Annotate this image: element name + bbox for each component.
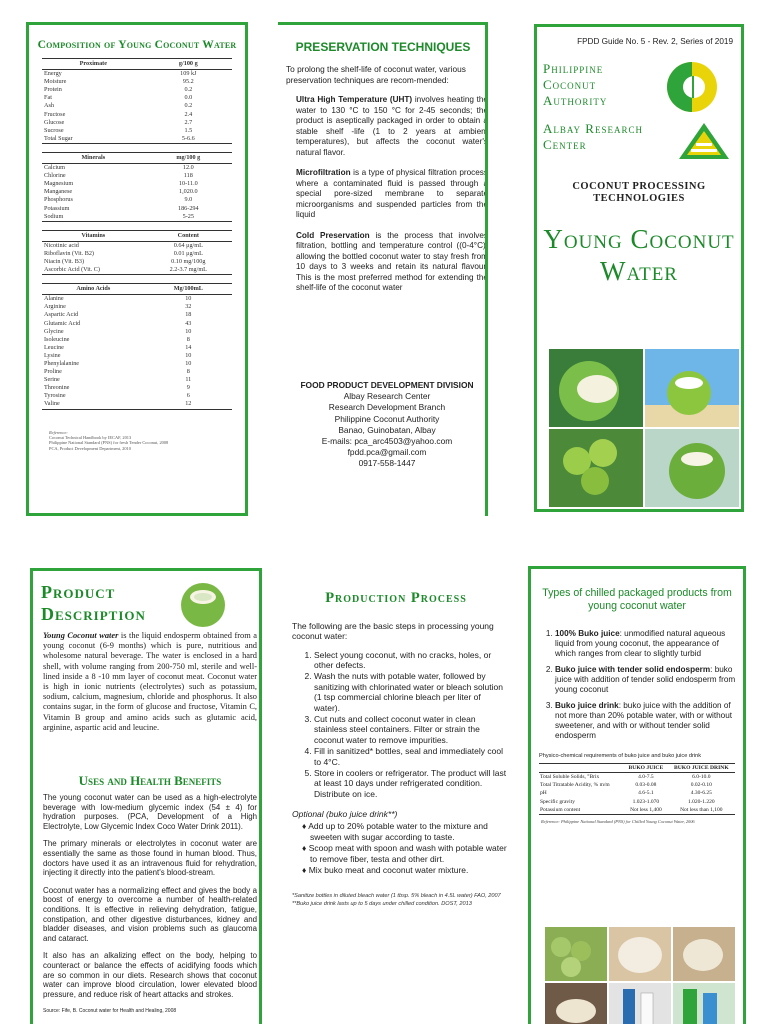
- vitamins-header: Vitamins: [42, 230, 145, 241]
- row-label: Calcium: [44, 164, 65, 172]
- arc-logo-icon: [677, 121, 731, 161]
- product-types-list: [555, 629, 737, 741]
- row-label: Leucine: [44, 343, 64, 351]
- row-value: 118: [183, 172, 193, 180]
- amino-unit: Mg/100mL: [145, 284, 232, 295]
- row-label: Phenylalanine: [44, 360, 80, 367]
- product-description-title: Product Description: [41, 582, 146, 624]
- product-type-text: : unmodified natural aqueous liquid from young coconut, the appearance of which ranges from clear to slightly turbid: [555, 629, 726, 658]
- contact-email[interactable]: E-mails: pca_arc4503@yahoo.com: [321, 436, 453, 447]
- series-subtitle: COCONUT PROCESSING TECHNOLOGIES: [572, 181, 706, 204]
- amino-table: [42, 283, 232, 409]
- table-row: [539, 798, 735, 806]
- table-row: [42, 119, 232, 127]
- row-label: Ascorbic Acid (Vit. C): [42, 266, 145, 275]
- product-types-title: Types of chilled packaged products from young coconut water: [542, 587, 732, 612]
- process-step: 4. Fill in sanitized* bottles, seal and immediately cool to 4°C.: [314, 746, 508, 767]
- row-value: 9: [186, 384, 190, 392]
- optional-step-text: Add up to 20% potable water to the mixture and sweeten with sugar according to taste.: [308, 821, 488, 842]
- org-name-arc: Albay Research Center: [543, 121, 643, 152]
- product-types-panel: [528, 566, 746, 1024]
- product-type: [555, 629, 737, 659]
- optional-step-text: Scoop meat with spoon and wash with potable water to remove fiber, testa and other dirt.: [308, 843, 507, 864]
- optional-step-text: Mix buko meat and coconut water mixture.: [308, 864, 469, 875]
- row-value: 6: [186, 392, 190, 400]
- row-value: 12: [145, 400, 232, 409]
- row-label: Serine: [44, 376, 60, 384]
- ref-line: PCA, Product Development Department, 2010: [49, 445, 131, 451]
- optional-heading: Optional (buko juice drink**): [292, 809, 398, 820]
- process-step: 5. Store in coolers or refrigerator. The product will last at least 10 days under refrigerated condition. Distribute on ice.: [314, 768, 508, 799]
- row-label: Magnesium: [44, 180, 74, 188]
- table-row: [42, 102, 232, 110]
- row-value: 12.0: [182, 164, 194, 172]
- row-label: Arginine: [44, 303, 66, 311]
- row-value: 0.64 μg/mL: [173, 241, 203, 249]
- guide-number: FPDD Guide No. 5 - Rev. 2, Series of 2019: [577, 37, 733, 46]
- contact-line: Banao, Guinobatan, Albay: [338, 424, 436, 435]
- technique-text: is a type of physical filtration process where a contaminated fluid is passed through a special pore-sized membrane to separate microorganisms and suspended particles from the liquid: [296, 168, 488, 219]
- row-label: Manganese: [44, 188, 73, 196]
- benefit-source: Source: Fife, B. Coconut water for Health and Healing, 2008: [43, 1008, 177, 1015]
- row-label: Fructose: [44, 110, 66, 118]
- row-value: 6.0-10.0: [692, 774, 711, 780]
- row-value: 1.5: [184, 126, 193, 134]
- production-intro: The following are the basic steps in processing young coconut water:: [292, 621, 494, 642]
- process-steps: [314, 650, 508, 800]
- table-row: [42, 352, 232, 360]
- process-note: **Buko juice drink lasts up to 5 days under chilled condition. DOST, 2013: [292, 900, 472, 907]
- product-type-text: : buko juice with addition of tender solid endosperm from young coconut: [555, 665, 736, 694]
- row-value: 10: [185, 327, 192, 335]
- preservation-intro: To prolong the shelf-life of coconut water, various preservation techniques are recom-mended:: [286, 64, 466, 85]
- optional-step: ♦ Add up to 20% potable water to the mixture and sweeten with sugar according to taste.: [302, 821, 488, 842]
- requirements-reference: Reference: Philippine National Standard (PNS) for Chilled Young Coconut Water, 2006: [541, 819, 695, 825]
- req-header: [539, 764, 624, 773]
- process-note: *Sanitize bottles in diluted bleach water (1 tbsp. 5% bleach in 4.5L water) FAO, 2007: [292, 893, 501, 900]
- row-label: Riboflavin (Vit. B2): [44, 249, 94, 257]
- minerals-unit: mg/100 g: [145, 152, 232, 163]
- composition-table: [42, 58, 232, 144]
- row-label: Proline: [44, 368, 62, 376]
- row-label: Lysine: [44, 351, 61, 359]
- benefit-paragraph: The young coconut water can be used as a high-electrolyte beverage with low-medium glycemic index (54 ± 4) for hydration purposes. (PCA, Development of a High Electrolyte, Low Glycemic Index Coco Water Drink 2011).: [43, 793, 257, 831]
- table-row: [42, 172, 232, 180]
- contact-phone: 0917-558-1447: [358, 458, 416, 469]
- row-value: 0.03-0.08: [635, 782, 657, 789]
- optional-steps: [302, 821, 508, 875]
- row-value: 0.02-0.10: [690, 782, 712, 789]
- table-row: [42, 360, 232, 368]
- table-row: [42, 180, 232, 188]
- row-label: Aspartic Acid: [44, 311, 79, 319]
- row-value: Not less than 1,100: [668, 806, 735, 815]
- row-value: 32: [185, 303, 192, 311]
- optional-step: ♦ Mix buko meat and coconut water mixture.: [302, 864, 469, 875]
- benefit-paragraph: It also has an alkalizing effect on the body, helping to counteract or balance the effects of acidifying foods which are so common in our diets. Research shows that coconut water can improve blood circulation, lower elevated blood pressure, and reduce risk of heart attacks and strokes.: [43, 951, 257, 999]
- row-label: Moisture: [44, 78, 67, 86]
- row-label: Energy: [44, 70, 62, 78]
- table-row: [42, 336, 232, 344]
- row-value: 11: [185, 376, 192, 384]
- row-label: Phosphorus: [44, 196, 73, 204]
- proximate-unit: g/100 g: [145, 59, 232, 70]
- row-label: Sucrose: [44, 126, 64, 134]
- table-row: [42, 266, 232, 275]
- row-value: 9.0: [184, 196, 193, 204]
- row-label: Sodium: [42, 213, 145, 222]
- row-label: Glucose: [44, 118, 65, 126]
- young-coconut-image: [173, 577, 233, 629]
- contact-line: Philippine Coconut Authority: [334, 413, 440, 424]
- row-value: 0.0: [184, 94, 193, 102]
- row-value: 2.2-3.7 mg/mL: [145, 266, 232, 275]
- technique-text: involves heating the water to 130 °C to 150 °C for 2-45 seconds; the product is aseptically packaged in order to obtain a stable shelf -life (1 to 2 years at ambient temperatures), but affects the coconut water's natural flavor.: [296, 95, 488, 157]
- table-row: [42, 400, 232, 409]
- row-label: Valine: [42, 400, 145, 409]
- row-value: 5-25: [145, 213, 232, 222]
- contact-block: [286, 380, 488, 470]
- table-row: [42, 328, 232, 336]
- row-label: Glycine: [44, 327, 64, 335]
- row-value: 1.020-1.220: [688, 798, 715, 805]
- table-row: [42, 320, 232, 328]
- row-label: Total Titratable Acidity, % m/m: [540, 782, 610, 789]
- composition-panel: [26, 22, 248, 516]
- process-notes: [292, 893, 508, 907]
- row-value: 18: [185, 311, 192, 319]
- table-row: [42, 303, 232, 311]
- composition-references: [49, 430, 245, 452]
- row-value: 5-6.6: [145, 135, 232, 144]
- req-header: BUKO JUICE DRINK: [668, 764, 735, 773]
- technique-name: Cold Preservation: [296, 230, 370, 240]
- row-label: Chlorine: [44, 172, 66, 180]
- table-row: [539, 789, 735, 797]
- benefit-paragraph: The primary minerals or electrolytes in coconut water are essentially the same as those found in human blood. Thus, doctors have used it as an intravenous fluid for rehydration, injecting it directly into the patient's blood-stream.: [43, 839, 257, 878]
- row-label: Total Sugar: [42, 135, 145, 144]
- minerals-table: [42, 152, 232, 222]
- row-value: 2.4: [184, 110, 193, 118]
- row-label: Isoleucine: [44, 335, 70, 343]
- table-row: [42, 111, 232, 119]
- minerals-header: Minerals: [42, 152, 145, 163]
- table-row: [42, 295, 232, 304]
- table-row: [539, 773, 735, 782]
- table-row: [42, 344, 232, 352]
- row-value: Not less 1,400: [624, 806, 668, 815]
- product-type: [555, 665, 737, 695]
- contact-line: Research Development Branch: [328, 402, 446, 413]
- process-step: 2. Wash the nuts with potable water, followed by sanitizing with chlorinated water or bleach solution (1 tsp commercial chlorine bleach per liter of water).: [314, 671, 508, 713]
- table-row: [42, 376, 232, 384]
- table-row: [42, 78, 232, 86]
- row-value: 186-294: [177, 204, 199, 212]
- table-row: [42, 86, 232, 94]
- table-row: [42, 250, 232, 258]
- row-value: 10-11.0: [178, 180, 198, 188]
- row-label: Ash: [44, 102, 54, 110]
- row-label: Tyrosine: [44, 392, 66, 400]
- preservation-panel: [278, 22, 488, 516]
- table-row: [42, 70, 232, 79]
- table-row: [42, 94, 232, 102]
- table-row: [42, 392, 232, 400]
- table-row: [42, 164, 232, 173]
- process-step: 1. Select young coconut, with no cracks, holes, or other defects.: [314, 650, 508, 671]
- vitamins-table: [42, 230, 232, 275]
- benefit-paragraph: Coconut water has a normalizing effect and gives the body a boost of energy to overcome a number of health-related conditions. It is effective in relieving dehydration, fatigue, constipation, and other digestive disturbances, kidney and bladder diseases, and vision problems such as glaucoma and cataract.: [43, 885, 257, 943]
- requirements-rows: [539, 773, 735, 815]
- cover-title: Young Coconut Water: [543, 224, 735, 286]
- table-row: [42, 205, 232, 213]
- row-value: 109 kJ: [180, 70, 197, 78]
- technique-name: Microfiltration: [296, 168, 351, 177]
- row-label: Specific gravity: [540, 798, 575, 805]
- row-label: Alanine: [44, 295, 64, 303]
- row-value: 10: [185, 351, 192, 359]
- row-value: 8: [186, 368, 190, 376]
- table-row: [42, 127, 232, 135]
- table-row: [42, 135, 232, 144]
- org-name-pca: Philippine Coconut Authority: [543, 61, 608, 108]
- row-value: 0.2: [184, 86, 193, 94]
- row-value: 0.2: [184, 102, 193, 110]
- row-value: 4.0-7.5: [638, 774, 654, 780]
- row-label: Glutamic Acid: [44, 319, 81, 327]
- row-value: 4.6-5.1: [638, 790, 654, 797]
- requirements-table: [539, 763, 735, 815]
- contact-line: Albay Research Center: [343, 391, 431, 402]
- proximate-rows: [42, 70, 232, 144]
- row-value: 8: [186, 335, 190, 343]
- ref-line: Reference:: [49, 429, 68, 435]
- req-header: BUKO JUICE: [624, 764, 668, 773]
- amino-header: Amino Acids: [42, 284, 145, 295]
- row-label: Potassium content: [539, 806, 624, 815]
- row-label: pH: [540, 790, 547, 797]
- table-row: [42, 196, 232, 204]
- composition-title: Composition of Young Coconut Water: [37, 39, 237, 51]
- desc-lead: Young Coconut water: [43, 631, 119, 640]
- vitamins-rows: [42, 241, 232, 274]
- preservation-title: PRESERVATION TECHNIQUES: [295, 40, 471, 54]
- row-value: 14: [185, 343, 192, 351]
- production-process-panel: [284, 568, 508, 1024]
- product-type-name: Buko juice with tender solid endosperm: [555, 665, 711, 674]
- row-label: Niacin (Vit. B3): [44, 257, 85, 265]
- table-row: [539, 781, 735, 789]
- row-label: Threonine: [44, 384, 70, 392]
- row-value: 1,020.0: [179, 188, 198, 196]
- uses-benefits-title: Uses and Health Benefits: [78, 773, 222, 788]
- process-step: 3. Cut nuts and collect coconut water in clean stainless steel containers. Filter or strain the coconut water to remove impurities.: [314, 714, 508, 745]
- row-value: 2.7: [184, 118, 193, 126]
- table-row: [42, 258, 232, 266]
- product-type-name: 100% Buko juice: [555, 629, 620, 638]
- row-label: Fat: [44, 94, 52, 102]
- amino-rows: [42, 295, 232, 409]
- table-row: [42, 213, 232, 222]
- production-process-title: Production Process: [325, 590, 467, 606]
- row-value: 95.2: [182, 78, 194, 86]
- table-row: [539, 806, 735, 815]
- contact-email[interactable]: fpdd.pca@gmail.com: [347, 447, 427, 458]
- requirements-table-title: Physico-chemical requirements of buko juice and buko juice drink: [539, 753, 701, 759]
- desc-body: is the liquid endosperm obtained from a young coconut (6-9 months) which is pure, nutritious and wholesome natural beverage. The water is enclosed in a hard shell, with volume ranging from 200-750 ml, sterile and well-lined inside a 8 -10 mm layer of coconut meat. Coconut water is high in ionic nutrients (electrolytes) such as potassium, sodium, calcium, magnesium, chloride and phosphorus. It also contains sugar, in the form of glucose and fructose, Vitamin C, Vitamin B group and amino acids such as glutamic acid, arginine, aspartic acid and leucine.: [43, 631, 257, 732]
- row-value: 0.10 mg/100g: [171, 257, 206, 265]
- row-value: 1.023-1.070: [632, 798, 660, 805]
- ref-line: Coconut Technical Handbook by IECAF, 2013: [49, 434, 132, 440]
- row-value: 4.30-6.25: [690, 790, 712, 797]
- optional-step: ♦ Scoop meat with spoon and wash with potable water to remove fiber, testa and other dirt.: [302, 843, 507, 864]
- row-label: Total Soluble Solids, °Brix: [540, 774, 600, 780]
- row-label: Nicotinic acid: [44, 241, 79, 249]
- row-label: Protein: [44, 86, 62, 94]
- technique-text: is the process that involves filtration, bottling and temperature control ((0-4°C), allowing the bottled coconut water to stay fresh from 10 days to 3 weeks and retain its natural flavour. This is the most preferred method for extending the shelf-life of the coconut water: [296, 230, 488, 292]
- row-value: 0.01 μg/mL: [173, 249, 203, 257]
- row-label: Potassium: [44, 204, 70, 212]
- pca-logo-icon: [665, 60, 719, 114]
- row-value: 10: [185, 360, 192, 367]
- product-description-text: [43, 631, 257, 733]
- table-row: [42, 368, 232, 376]
- cover-panel: [534, 24, 744, 512]
- product-type-name: Buko juice drink: [555, 701, 619, 710]
- product-description-panel: [30, 568, 262, 1024]
- table-row: [42, 384, 232, 392]
- minerals-rows: [42, 164, 232, 222]
- table-row: [42, 241, 232, 250]
- technique-name: Ultra High Temperature (UHT): [296, 95, 413, 104]
- proximate-header: Proximate: [42, 59, 145, 70]
- table-row: [42, 311, 232, 319]
- table-row: [42, 188, 232, 196]
- row-value: 10: [185, 295, 192, 303]
- product-type-text: : buko juice with the addition of not more than 20% potable water, with or without sweetener, and with or without tender solid endosperm: [555, 701, 733, 740]
- ref-line: Philippine National Standard (PNS) for fresh Tender Coconut, 2008: [49, 440, 169, 446]
- product-type: [555, 701, 737, 741]
- coconut-collage-image: [549, 349, 739, 507]
- vitamins-unit: Content: [145, 230, 232, 241]
- row-value: 43: [185, 319, 192, 327]
- products-collage-image: [545, 927, 735, 1024]
- division-name: FOOD PRODUCT DEVELOPMENT DIVISION: [300, 380, 474, 390]
- uses-benefits-text: [43, 793, 257, 1024]
